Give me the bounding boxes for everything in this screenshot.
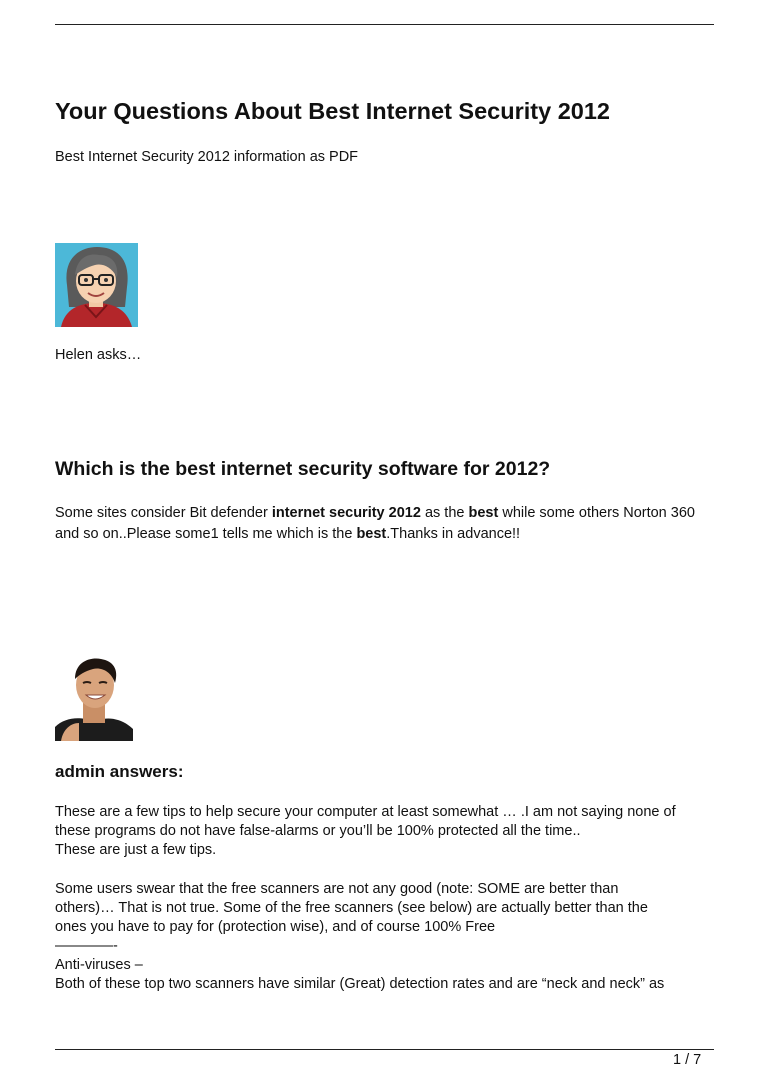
asker-label: Helen asks… [55, 347, 142, 363]
top-rule [55, 24, 714, 25]
page-number: 1 / 7 [673, 1052, 702, 1068]
answerer-heading: admin answers: [55, 762, 184, 781]
emphasis-best: best [468, 505, 499, 521]
subtitle: Best Internet Security 2012 information as PDF [55, 149, 359, 165]
emphasis-internet-security: internet security 2012 [271, 505, 421, 521]
answer-paragraph-2: Some users swear that the free scanners are not any good (note: SOME are better than others)… That is not true. Some of the free scanners (see below) are actually better than the ones you have to pay for (protection wise), and of course 100% Free [55, 881, 648, 935]
helen-avatar [55, 243, 138, 327]
answer-paragraph-1: These are a few tips to help secure your computer at least somewhat … .I am not saying none of these programs do not have false-alarms or you’ll be 100% protected all the time.. These are just a few tips. [55, 804, 676, 858]
admin-avatar [55, 657, 133, 741]
emphasis-best-2: best [356, 526, 387, 542]
question-heading: Which is the best internet security software for 2012? [55, 458, 551, 480]
answer-paragraph-3: ————- Anti-viruses – Both of these top two scanners have similar (Great) detection rates and are “neck and neck” as [55, 938, 665, 992]
page-title: Your Questions About Best Internet Security 2012 [55, 98, 610, 124]
question-body: Some sites consider Bit defender internet security 2012 as the best while some others Norton 360 and so on..Please some1 tells me which is the best.Thanks in advance!! [55, 505, 695, 542]
bottom-rule [55, 1049, 714, 1050]
